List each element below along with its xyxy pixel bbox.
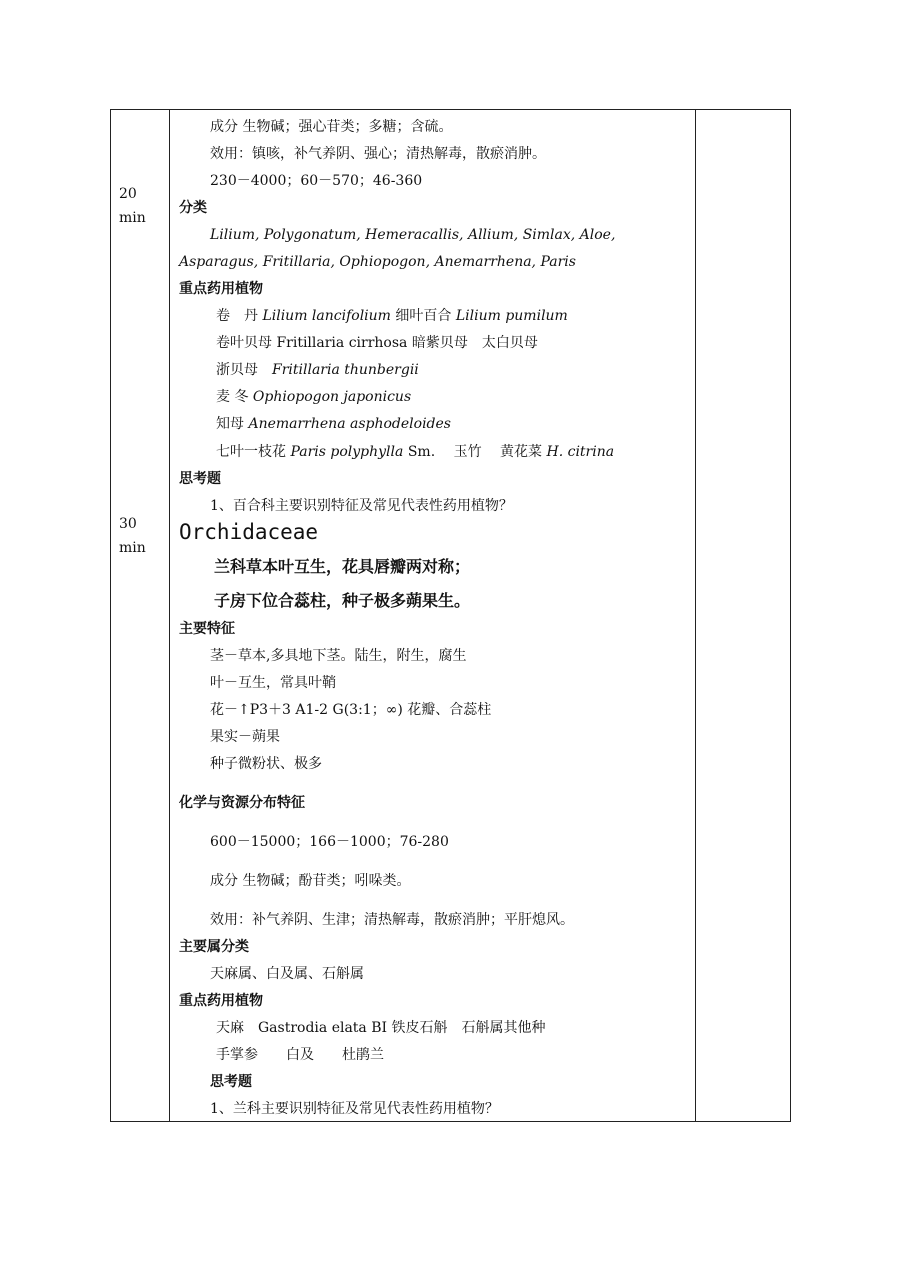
orchid-summary-1: 兰科草本叶互生，花具唇瓣两对称； [214, 557, 471, 576]
orchid-features-heading: 主要特征 [179, 621, 235, 637]
plant-text: Sm. 玉竹 黄花菜 [403, 444, 547, 460]
plant-text: 知母 [216, 416, 249, 432]
orchid-feature-seed: 种子微粉状、极多 [210, 756, 322, 772]
lily-plant-line [216, 388, 411, 406]
orchid-components: 成分 生物碱；酚苷类；吲哚类。 [210, 873, 411, 889]
orchid-effects: 效用：补气养阴、生津；清热解毒，散瘀消肿；平肝熄风。 [210, 912, 574, 928]
latin-name: Fritillaria thunbergii [272, 362, 419, 378]
orchid-feature-flower: 花－↑P3＋3 A1-2 G(3:1；∞) 花瓣、合蕊柱 [210, 702, 492, 718]
lily-plant-line [216, 307, 568, 325]
latin-name: Ophiopogon japonicus [252, 389, 412, 405]
plant-text: 卷叶贝母 Fritillaria cirrhosa 暗紫贝母 太白贝母 [216, 335, 538, 351]
lily-components: 成分 生物碱；强心苷类；多糖；含硫。 [210, 119, 453, 135]
orchid-numbers: 600－15000；166－1000；76-280 [210, 834, 449, 850]
latin-name: H. citrina [546, 444, 615, 460]
column-divider-time [169, 110, 170, 1121]
lily-genera-line2: Asparagus, Fritillaria, Ophiopogon, Anemarrhena, Paris [179, 254, 576, 270]
lily-genera-line1: Lilium, Polygonatum, Hemeracallis, Allium, Simlax, Aloe, [210, 227, 616, 243]
lily-effects: 效用：镇咳，补气养阴、强心；清热解毒，散瘀消肿。 [210, 146, 546, 162]
lily-classification-heading: 分类 [179, 200, 207, 216]
orchid-summary-2: 子房下位合蕊柱，种子极多蒴果生。 [214, 591, 471, 610]
orchid-feature-fruit: 果实－蒴果 [210, 729, 280, 745]
orchid-genera: 天麻属、白及属、石斛属 [210, 966, 364, 982]
plant-text: 细叶百合 [390, 308, 456, 324]
orchid-questions-heading: 思考题 [210, 1074, 252, 1090]
latin-name: Lilium lancifolium [262, 308, 391, 324]
plant-text: 卷 丹 [216, 308, 263, 324]
orchid-plants-line2: 手掌参 白及 杜鹃兰 [216, 1047, 384, 1063]
orchid-key-plants-heading: 重点药用植物 [179, 993, 263, 1009]
latin-name: Anemarrhena asphodeloides [248, 416, 451, 432]
lily-questions-heading: 思考题 [179, 471, 221, 487]
orchid-genera-heading: 主要属分类 [179, 939, 249, 955]
lily-plant-line [216, 415, 451, 433]
lily-numbers: 230－4000；60－570；46-360 [210, 173, 423, 189]
latin-name: Lilium pumilum [455, 308, 568, 324]
plant-text: 浙贝母 [216, 362, 272, 378]
lily-key-plants-heading: 重点药用植物 [179, 281, 263, 297]
latin-name: Paris polyphylla [290, 444, 404, 460]
orchid-feature-leaf: 叶－互生，常具叶鞘 [210, 675, 336, 691]
time-30min: 30 min [119, 516, 146, 556]
column-divider-notes [695, 110, 696, 1121]
orchid-plants-line1: 天麻 Gastrodia elata BI 铁皮石斛 石斛属其他种 [216, 1020, 546, 1036]
orchid-chem-heading: 化学与资源分布特征 [179, 795, 305, 811]
lily-plant-line [216, 443, 614, 461]
time-20min: 20 min [119, 186, 146, 226]
orchid-question-1: 1、兰科主要识别特征及常见代表性药用植物？ [210, 1101, 499, 1117]
lily-question-1: 1、百合科主要识别特征及常见代表性药用植物？ [210, 498, 513, 514]
lily-plant-line [216, 361, 419, 379]
plant-text: 麦 冬 [216, 389, 253, 405]
lily-plant-line [216, 334, 538, 352]
orchid-family-name: Orchidaceae [179, 520, 319, 544]
plant-text: 七叶一枝花 [216, 444, 291, 460]
orchid-feature-stem: 茎－草本,多具地下茎。陆生，附生，腐生 [210, 648, 467, 664]
